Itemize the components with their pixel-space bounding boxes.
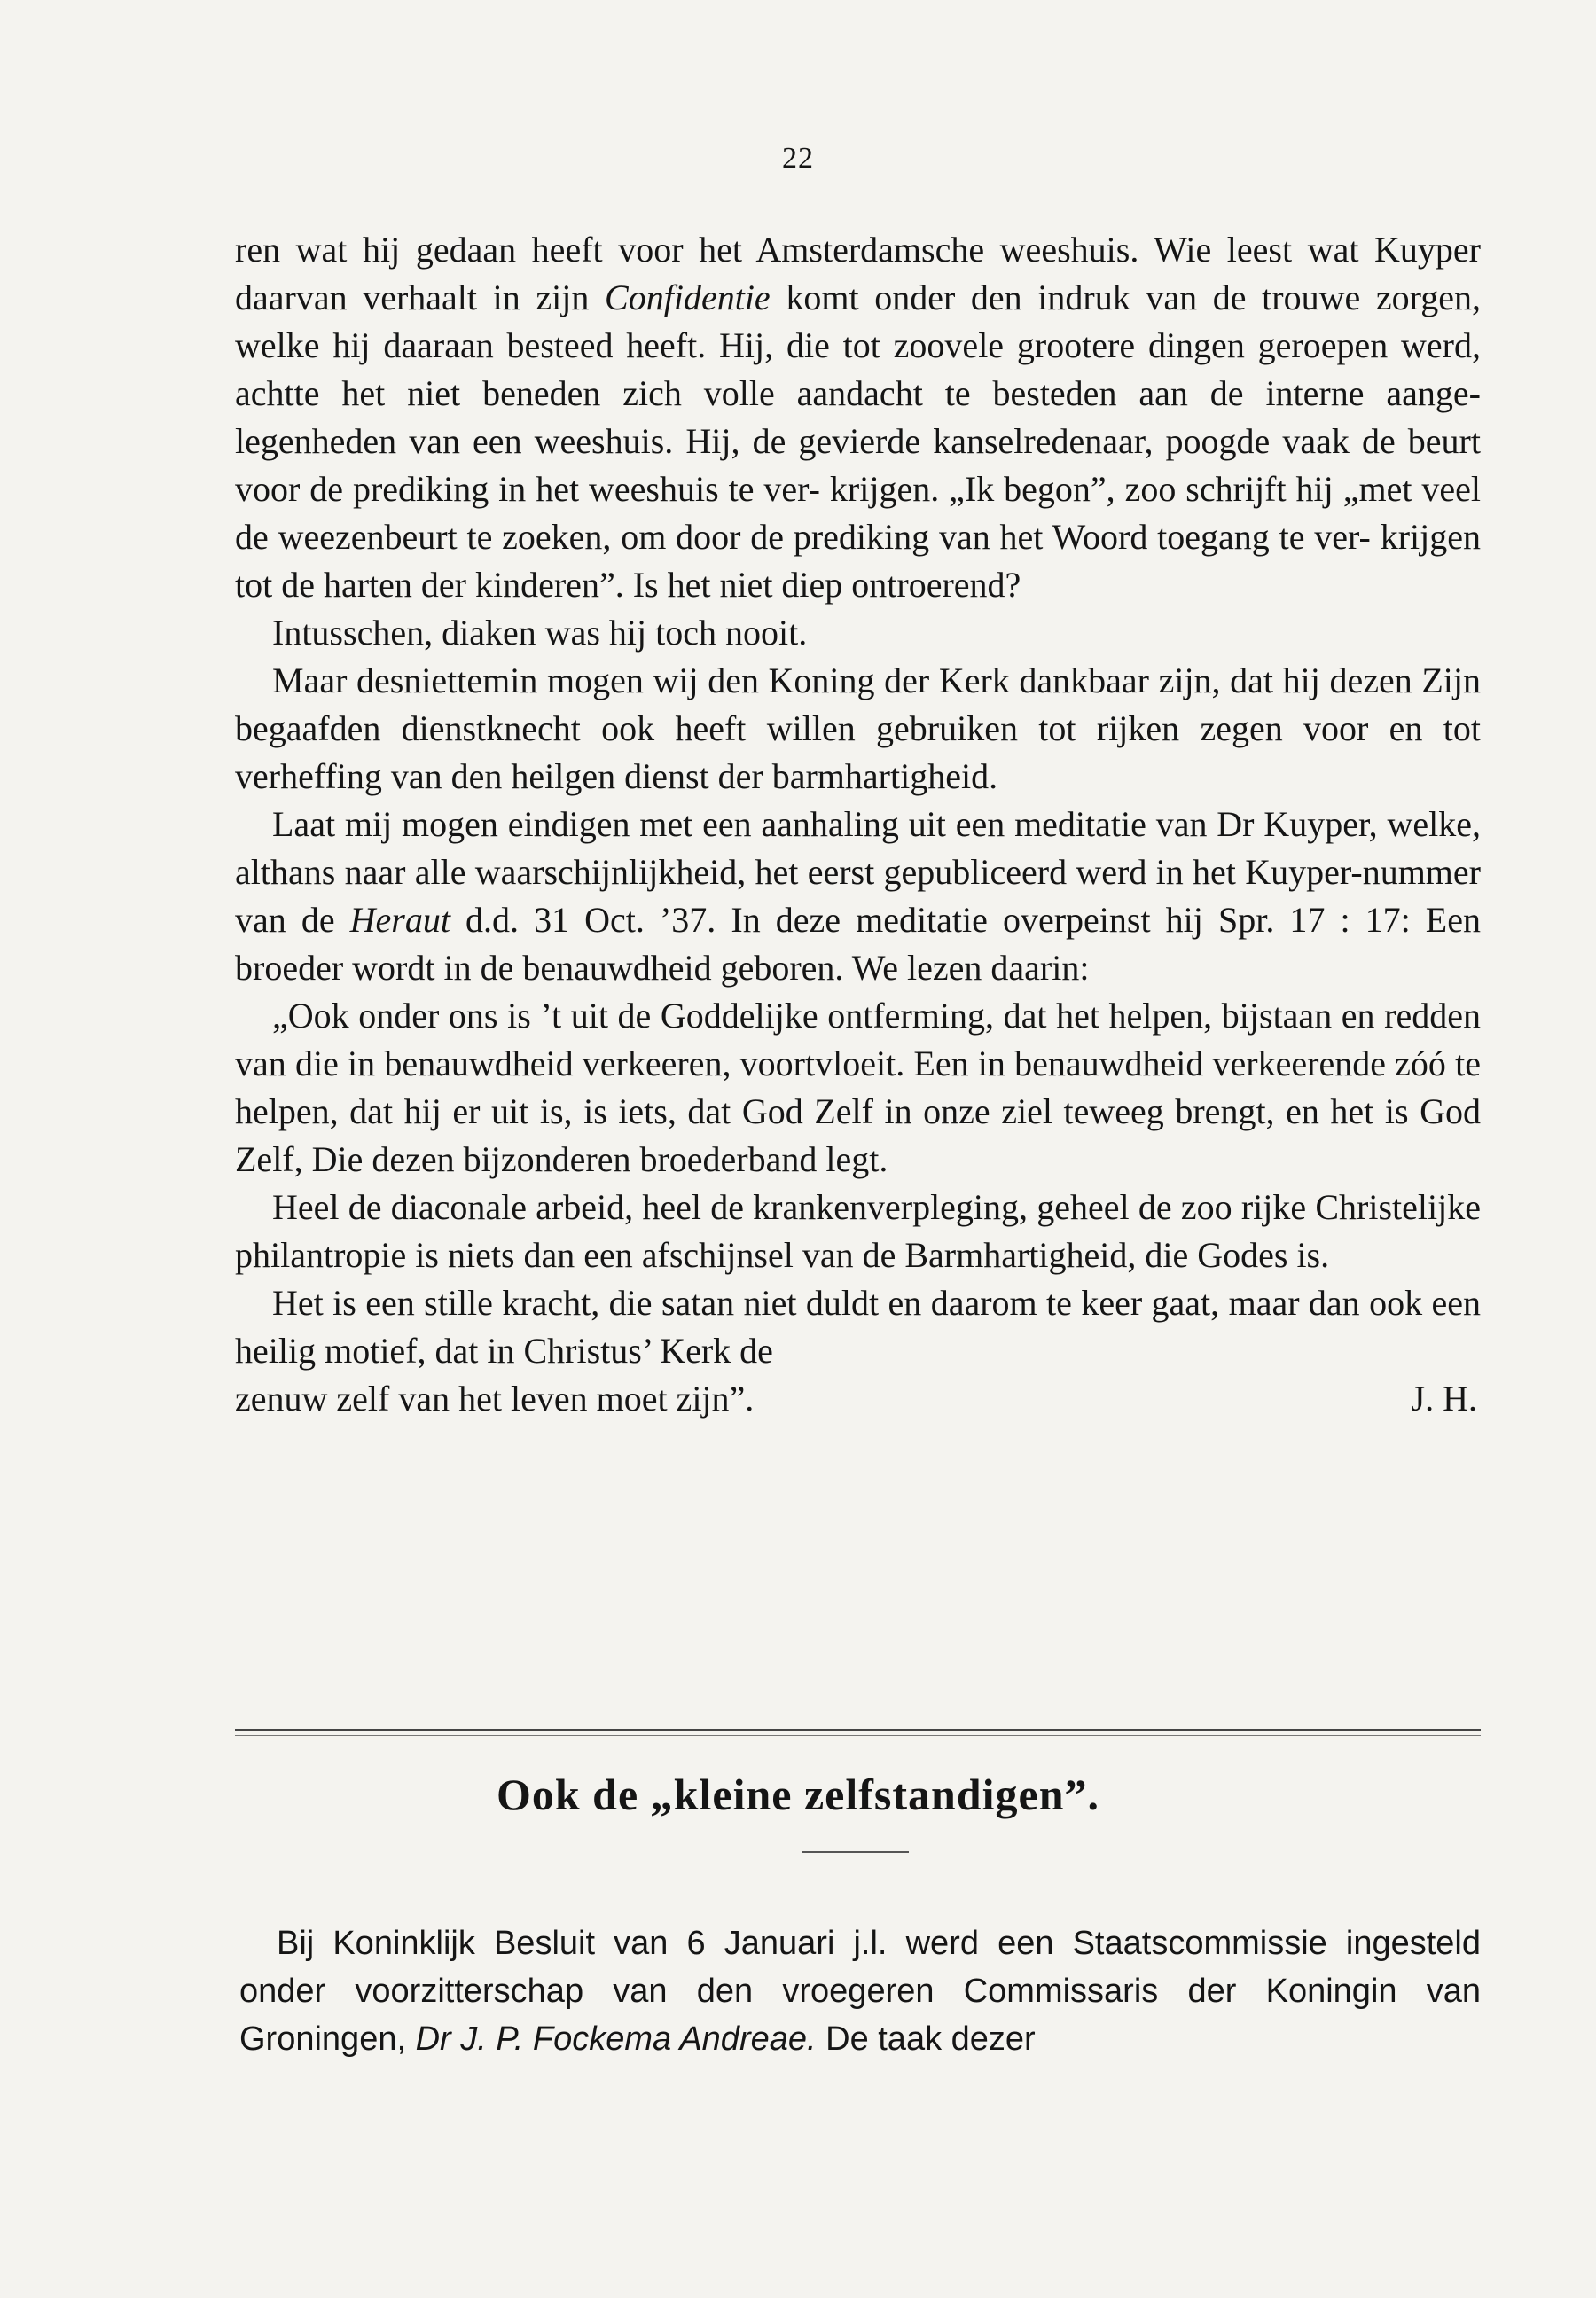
paragraph-4-text-b: d.d. 31 Oct. ’37. In deze meditatie overpeinst hij Spr. 17 : 17: Een broeder wordt in de benauwdheid geboren. We lezen daarin: — [235, 900, 1481, 988]
section-divider — [235, 1729, 1481, 1731]
paragraph-1 — [235, 226, 1481, 609]
heading-underline — [802, 1851, 909, 1853]
author-signature: J. H. — [1411, 1379, 1477, 1419]
closing-line — [235, 1375, 1481, 1423]
article-body — [235, 226, 1481, 1423]
paragraph-1-text-b: komt onder den indruk van de trouwe zorgen, welke hij daaraan besteed heeft. Hij, die tot zoovele grootere dingen geroepen werd, achtte het niet beneden zich volle aandacht te besteden aan de interne aange- legenheden van een weeshuis. Hij, de gevierde kanselredenaar, poogde vaak de beurt voor de prediking in het weeshuis te ver- krijgen. „Ik begon”, zoo schrijft hij „met veel de weezenbeurt te zoeken, om door de prediking van het Woord toegang te ver- krijgen tot de harten der kinderen”. Is het niet diep ontroerend? — [235, 277, 1481, 605]
paragraph-2: Intusschen, diaken was hij toch nooit. — [272, 613, 808, 653]
page-number: 22 — [782, 142, 814, 175]
paragraph-4 — [235, 801, 1481, 992]
new-article-text-b: De taak dezer — [816, 2021, 1036, 2058]
new-article-text-a: Bij Koninklijk Besluit van 6 Januari j.l. werd een Staatscommissie ingesteld onder voorzitterschap van den vroegeren Commissaris der Koningin van Groningen, — [239, 1925, 1481, 2058]
person-name-fockema-andreae: Dr J. P. Fockema Andreae. — [415, 2021, 817, 2058]
paragraph-1-text-a: ren wat hij gedaan heeft voor het Amsterdamsche weeshuis. Wie leest wat Kuyper daarvan verhaalt in zijn — [235, 230, 1481, 317]
book-title-confidentie: Confidentie — [605, 277, 771, 317]
new-article-body — [239, 1919, 1481, 2063]
paragraph-5-quote: „Ook onder ons is ’t uit de Goddelijke ontferming, dat het helpen, bijstaan en redden van die in benauwdheid verkeeren, voortvloeit. Een in benauwdheid verkeerende zóó te helpen, dat hij er uit is, is iets, dat God Zelf in onze ziel teweeg brengt, en het is God Zelf, Die dezen bijzonderen broederband legt. — [235, 996, 1481, 1179]
paragraph-6: Heel de diaconale arbeid, heel de krankenverpleging, geheel de zoo rijke Christelijke philantropie is niets dan een afschijnsel van de Barmhartigheid, die Godes is. — [235, 1187, 1481, 1275]
section-heading: Ook de „kleine zelfstandigen”. — [496, 1770, 1100, 1819]
paragraph-3: Maar desniettemin mogen wij den Koning der Kerk dankbaar zijn, dat hij dezen Zijn begaafden dienstknecht ook heeft willen gebruiken tot rijken zegen voor en tot verheffing van den heilgen dienst der barmhartigheid. — [235, 660, 1481, 796]
section-divider-thin — [235, 1735, 1481, 1736]
paragraph-4-text-a: Laat mij mogen eindigen met een aanhaling uit een meditatie van Dr Kuyper, welke, althans naar alle waarschijnlijkheid, het eerst gepubliceerd werd in het Kuyper-nummer van de — [235, 804, 1481, 940]
closing-text: zenuw zelf van het leven moet zijn”. — [235, 1379, 755, 1419]
periodical-title-heraut: Heraut — [349, 900, 450, 940]
paragraph-7: Het is een stille kracht, die satan niet duldt en daarom te keer gaat, maar dan ook een heilig motief, dat in Christus’ Kerk de — [235, 1283, 1481, 1371]
new-article-paragraph — [239, 1919, 1481, 2063]
